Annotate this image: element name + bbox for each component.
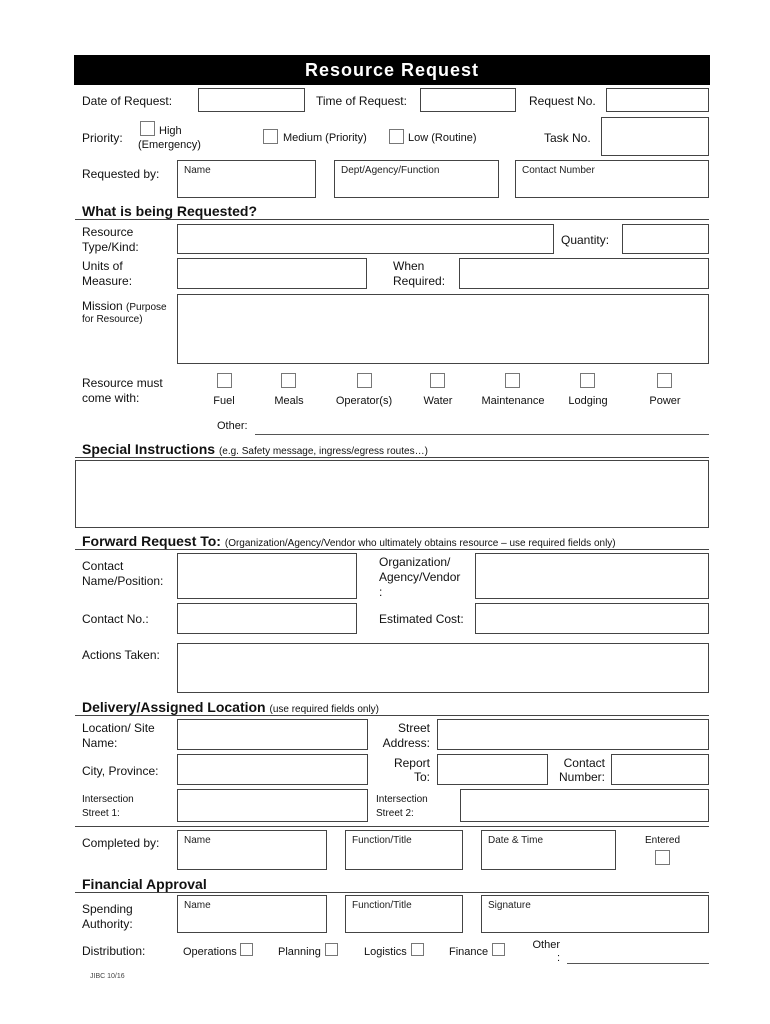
meals-checkbox[interactable] xyxy=(281,373,296,388)
contact-hint: Contact Number xyxy=(522,165,595,176)
other-distribution-label-1: Other xyxy=(532,939,560,951)
power-label: Power xyxy=(649,395,681,407)
request-no-label: Request No. xyxy=(529,94,596,108)
forward-request-note: (Organization/Agency/Vendor who ultimately obtains resource – use required fields only) xyxy=(224,538,616,549)
when-required-label-2: Required: xyxy=(393,274,446,288)
report-to-field[interactable] xyxy=(437,754,548,785)
completed-by-datetime-field[interactable] xyxy=(481,830,616,870)
other-line[interactable] xyxy=(255,434,709,435)
delivery-title: Delivery/Assigned Location xyxy=(82,699,266,715)
org-label-3: : xyxy=(379,585,383,599)
fuel-checkbox[interactable] xyxy=(217,373,232,388)
requested-by-label: Requested by: xyxy=(82,167,160,181)
datetime-hint: Date & Time xyxy=(488,835,544,846)
priority-high-checkbox[interactable] xyxy=(140,121,155,136)
water-checkbox[interactable] xyxy=(430,373,445,388)
special-instructions-field[interactable] xyxy=(75,460,709,528)
operators-checkbox[interactable] xyxy=(357,373,372,388)
entered-checkbox[interactable] xyxy=(655,850,670,865)
intersection2-label-2: Street 2: xyxy=(376,808,414,819)
logistics-label: Logistics xyxy=(364,946,407,958)
contact-name-label-2: Name/Position: xyxy=(82,574,164,588)
location-field[interactable] xyxy=(177,719,368,750)
signature-field[interactable] xyxy=(481,895,709,933)
estimated-cost-label: Estimated Cost: xyxy=(379,612,464,626)
forward-request-title: Forward Request To: xyxy=(82,533,221,549)
water-label: Water xyxy=(423,395,453,407)
financial-approval-heading: Financial Approval xyxy=(82,876,207,892)
special-instructions-note: (e.g. Safety message, ingress/egress routes…) xyxy=(218,446,428,457)
priority-high-sublabel: (Emergency) xyxy=(138,139,201,151)
quantity-label: Quantity: xyxy=(561,233,610,247)
city-field[interactable] xyxy=(177,754,368,785)
intersection1-field[interactable] xyxy=(177,789,368,822)
lodging-label: Lodging xyxy=(568,395,608,407)
section-divider xyxy=(75,457,709,458)
units-field[interactable] xyxy=(177,258,367,289)
contact-number-label-2: Number: xyxy=(558,770,605,784)
actions-taken-label: Actions Taken: xyxy=(82,648,160,662)
mission-label xyxy=(82,299,167,314)
intersection2-label-1: Intersection xyxy=(376,794,428,805)
priority-medium-checkbox[interactable] xyxy=(263,129,278,144)
operators-label: Operator(s) xyxy=(335,395,393,407)
contact-number-field[interactable] xyxy=(611,754,709,785)
mission-sublabel-2: for Resource) xyxy=(82,314,143,325)
delivery-note: (use required fields only) xyxy=(269,704,379,715)
requested-by-contact-field[interactable] xyxy=(515,160,709,198)
street-label-2: Address: xyxy=(382,736,430,750)
priority-medium-label: Medium (Priority) xyxy=(283,132,367,144)
what-requested-heading: What is being Requested? xyxy=(82,203,258,219)
power-checkbox[interactable] xyxy=(657,373,672,388)
maintenance-label: Maintenance xyxy=(481,395,545,407)
time-of-request-field[interactable] xyxy=(420,88,516,112)
fuel-label: Fuel xyxy=(213,395,235,407)
resource-type-label-1: Resource xyxy=(82,225,134,239)
name-hint: Name xyxy=(184,900,211,911)
priority-low-label: Low (Routine) xyxy=(408,132,477,144)
intersection2-field[interactable] xyxy=(460,789,709,822)
entered-label: Entered xyxy=(645,835,681,846)
section-divider xyxy=(75,219,709,220)
date-of-request-label: Date of Request: xyxy=(82,94,173,108)
completed-by-function-field[interactable] xyxy=(345,830,463,870)
contact-number-label-1: Contact xyxy=(563,756,605,770)
estimated-cost-field[interactable] xyxy=(475,603,709,634)
task-no-label: Task No. xyxy=(544,131,591,145)
maintenance-checkbox[interactable] xyxy=(505,373,520,388)
spending-function-field[interactable] xyxy=(345,895,463,933)
mission-field[interactable] xyxy=(177,294,709,364)
footer-code: JIBC 10/16 xyxy=(90,973,125,980)
contact-no-field[interactable] xyxy=(177,603,357,634)
meals-label: Meals xyxy=(274,395,304,407)
requested-by-dept-field[interactable] xyxy=(334,160,499,198)
contact-name-label-1: Contact xyxy=(82,559,124,573)
name-hint: Name xyxy=(184,165,211,176)
mission-label-text: Mission xyxy=(82,299,123,313)
finance-checkbox[interactable] xyxy=(492,943,505,956)
date-of-request-field[interactable] xyxy=(198,88,305,112)
planning-label: Planning xyxy=(278,946,321,958)
actions-taken-field[interactable] xyxy=(177,643,709,693)
report-to-label-1: Report xyxy=(393,756,430,770)
when-required-field[interactable] xyxy=(459,258,709,289)
planning-checkbox[interactable] xyxy=(325,943,338,956)
request-no-field[interactable] xyxy=(606,88,709,112)
section-divider xyxy=(75,826,709,827)
function-hint: Function/Title xyxy=(352,835,412,846)
other-distribution-line[interactable] xyxy=(567,963,709,964)
city-label: City, Province: xyxy=(82,764,159,778)
location-label-2: Name: xyxy=(82,736,118,750)
units-label-2: Measure: xyxy=(82,274,133,288)
priority-label: Priority: xyxy=(82,131,123,145)
time-of-request-label: Time of Request: xyxy=(316,94,407,108)
distribution-label: Distribution: xyxy=(82,944,146,958)
street-address-field[interactable] xyxy=(437,719,709,750)
function-hint: Function/Title xyxy=(352,900,412,911)
intersection1-label-1: Intersection xyxy=(82,794,134,805)
street-label-1: Street xyxy=(397,721,430,735)
spending-name-field[interactable] xyxy=(177,895,327,933)
report-to-label-2: To: xyxy=(413,770,430,784)
logistics-checkbox[interactable] xyxy=(411,943,424,956)
task-no-field[interactable] xyxy=(601,117,709,156)
dept-hint: Dept/Agency/Function xyxy=(341,165,440,176)
org-field[interactable] xyxy=(475,553,709,599)
signature-hint: Signature xyxy=(488,900,531,911)
finance-label: Finance xyxy=(449,946,489,958)
special-instructions-title: Special Instructions xyxy=(82,441,216,457)
resource-type-field[interactable] xyxy=(177,224,554,254)
name-hint: Name xyxy=(184,835,211,846)
requested-by-name-field[interactable] xyxy=(177,160,316,198)
priority-low-checkbox[interactable] xyxy=(389,129,404,144)
must-come-with-label-1: Resource must xyxy=(82,376,163,390)
org-label-1: Organization/ xyxy=(379,555,451,569)
section-divider xyxy=(75,549,709,550)
quantity-field[interactable] xyxy=(622,224,709,254)
spending-authority-label-2: Authority: xyxy=(82,917,133,931)
section-divider xyxy=(75,892,709,893)
other-label: Other: xyxy=(217,420,248,432)
operations-checkbox[interactable] xyxy=(240,943,253,956)
mission-sublabel-1: (Purpose xyxy=(126,302,167,313)
priority-high-label: High xyxy=(159,125,182,137)
location-label-1: Location/ Site xyxy=(82,721,155,735)
lodging-checkbox[interactable] xyxy=(580,373,595,388)
contact-name-field[interactable] xyxy=(177,553,357,599)
operations-label: Operations xyxy=(183,946,237,958)
other-distribution-label-2: : xyxy=(556,952,560,964)
spending-authority-label-1: Spending xyxy=(82,902,133,916)
completed-by-name-field[interactable] xyxy=(177,830,327,870)
intersection1-label-2: Street 1: xyxy=(82,808,120,819)
resource-type-label-2: Type/Kind: xyxy=(82,240,139,254)
contact-no-label: Contact No.: xyxy=(82,612,149,626)
form-title: Resource Request xyxy=(74,55,710,85)
must-come-with-label-2: come with: xyxy=(82,391,140,405)
when-required-label-1: When xyxy=(393,259,425,273)
completed-by-label: Completed by: xyxy=(82,836,160,850)
org-label-2: Agency/Vendor xyxy=(379,570,461,584)
section-divider xyxy=(75,715,709,716)
units-label-1: Units of xyxy=(82,259,123,273)
